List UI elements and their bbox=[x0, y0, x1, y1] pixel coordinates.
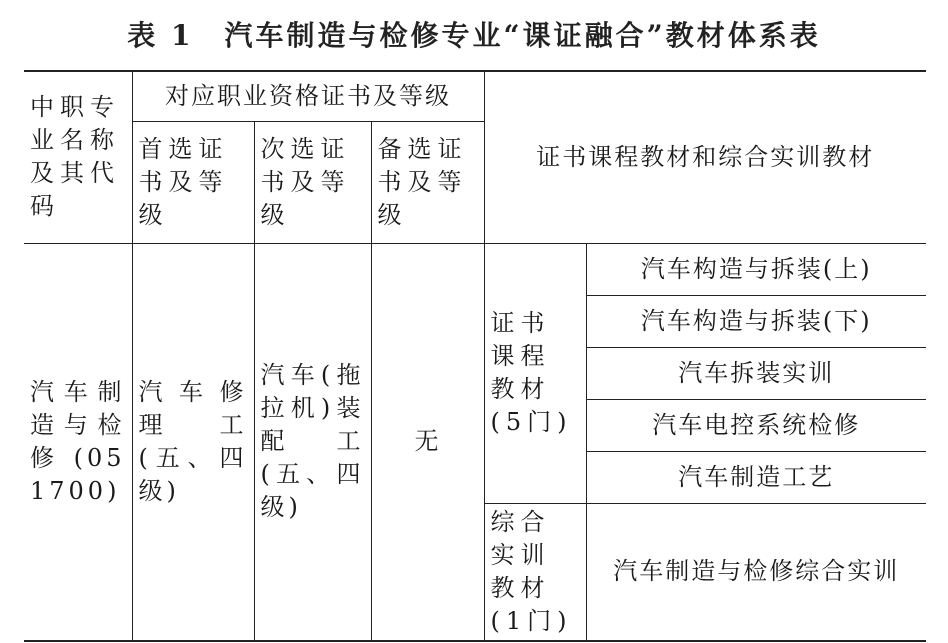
table-caption: 表 1 汽车制造与检修专业“课证融合”教材体系表 bbox=[127, 19, 821, 52]
cert-course-item: 汽车构造与拆装(上) bbox=[586, 243, 926, 295]
backup-choice-cert: 无 bbox=[371, 243, 484, 641]
cert-course-item: 汽车电控系统检修 bbox=[586, 399, 926, 451]
major-name-code: 汽车制造与检修(051700) bbox=[24, 243, 132, 641]
header-row-1 bbox=[24, 71, 926, 121]
header-first-choice: 首选证书及等级 bbox=[132, 121, 254, 243]
first-choice-cert: 汽车修理工(五、四级) bbox=[132, 243, 254, 641]
header-materials: 证书课程教材和综合实训教材 bbox=[484, 71, 926, 243]
second-choice-cert: 汽车(拖拉机)装配工(五、四级) bbox=[254, 243, 371, 641]
practice-course-label: 综合实训教材(1门) bbox=[484, 503, 586, 641]
practice-course-item: 汽车制造与检修综合实训 bbox=[586, 503, 926, 641]
cert-course-item: 汽车制造工艺 bbox=[586, 451, 926, 503]
header-second-choice: 次选证书及等级 bbox=[254, 121, 371, 243]
curriculum-table bbox=[24, 70, 926, 642]
cert-course-item: 汽车拆装实训 bbox=[586, 347, 926, 399]
header-backup-choice: 备选证书及等级 bbox=[371, 121, 484, 243]
cert-course-item: 汽车构造与拆装(下) bbox=[586, 295, 926, 347]
table-row bbox=[24, 243, 926, 295]
header-major-code: 中职专业名称及其代码 bbox=[24, 71, 132, 243]
header-cert-group: 对应职业资格证书及等级 bbox=[132, 71, 484, 121]
cert-course-label: 证书课程教材(5门) bbox=[484, 243, 586, 503]
